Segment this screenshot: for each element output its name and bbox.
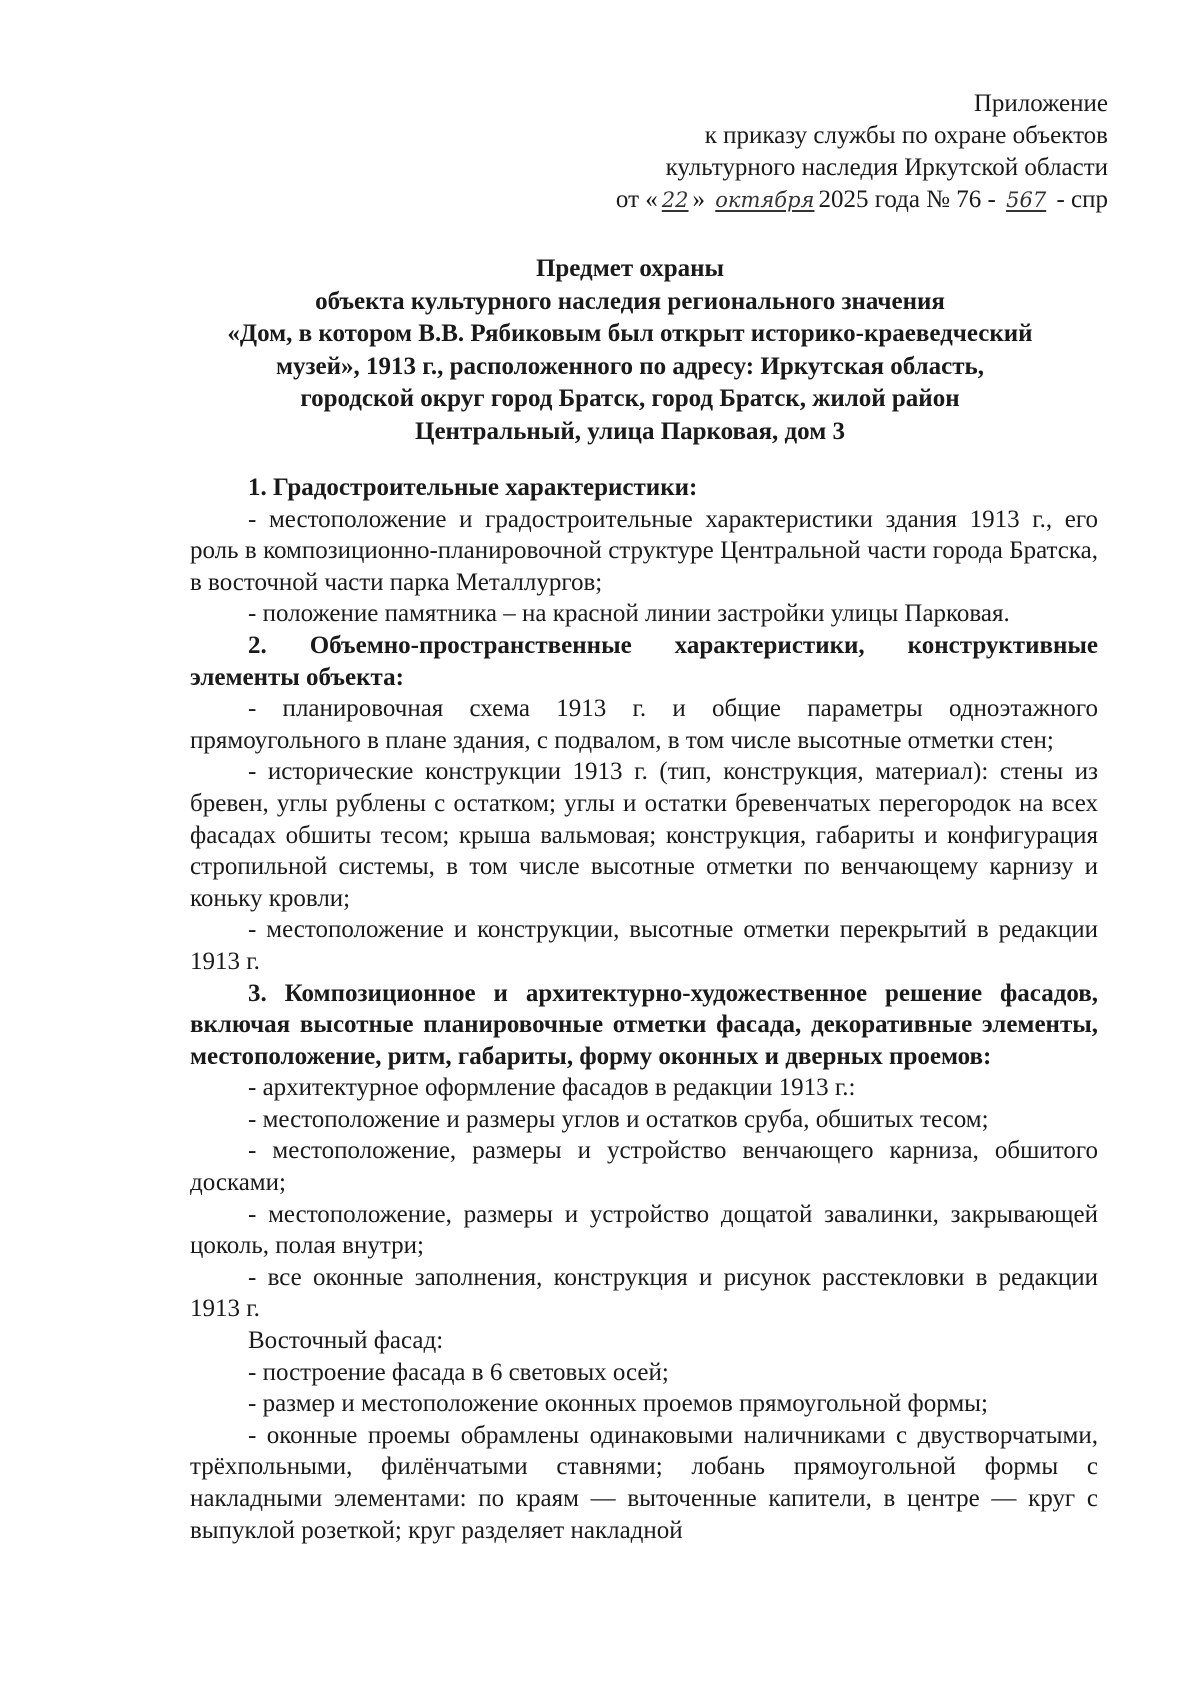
order-suffix: - спр: [1056, 186, 1108, 213]
section-2-paragraph: - местоположение и конструкции, высотные отметки перекрытий в редакции 1913 г.: [190, 916, 1098, 975]
document-title: [150, 253, 1110, 448]
handwritten-month: октября: [715, 188, 815, 212]
appendix-header: [616, 88, 1108, 216]
east-facade-paragraph: - построение фасада в 6 световых осей;: [248, 1358, 669, 1386]
section-2-paragraph: - исторические конструкции 1913 г. (тип, конструкция, материал): стены из бревен, углы рублены с остатком; углы и остатки бревенчатых перегородок на всех фасадах обшиты тесом; крыша вальмовая; конструкция, габариты и конфигурация стропильной системы, в том числе высотные отметки по венчающему карнизу и коньку кровли;: [190, 758, 1098, 912]
section-3-heading: 3. Композиционное и архитектурно-художественное решение фасадов, включая высотные планировочные отметки фасада, декоративные элементы, местоположение, ритм, габариты, форму оконных и дверных проемов:: [190, 979, 1098, 1070]
title-line-5: городской округ город Братск, город Братск, жилой район: [300, 385, 960, 412]
order-reference-line: к приказу службы по охране объектов: [704, 122, 1108, 149]
title-line-6: Центральный, улица Парковая, дом 3: [415, 417, 845, 445]
east-facade-heading: Восточный фасад:: [248, 1327, 444, 1355]
title-line-1: Предмет охраны: [535, 255, 725, 282]
title-line-4: музей», 1913 г., расположенного по адресу: Иркутская область,: [275, 352, 985, 380]
handwritten-day: 22: [661, 188, 689, 212]
east-facade-paragraph: - размер и местоположение оконных проемов прямоугольной формы;: [248, 1390, 988, 1418]
document-body: [190, 472, 1098, 1546]
section-1-paragraph: - местоположение и градостроительные характеристики здания 1913 г., его роль в композиционно-планировочной структуре Центральной части города Братска, в восточной части парка Металлургов;: [190, 505, 1098, 596]
section-2-heading: 2. Объемно-пространственные характеристики, конструктивные элементы объекта:: [190, 631, 1098, 691]
order-prefix: от «: [615, 186, 658, 213]
title-line-3: «Дом, в котором В.В. Рябиковым был открыт историко-краеведческий: [227, 320, 1033, 347]
appendix-label: Приложение: [973, 90, 1108, 117]
section-1-heading: 1. Градостроительные характеристики:: [248, 474, 698, 501]
east-facade-paragraph: - оконные проемы обрамлены одинаковыми наличниками с двустворчатыми, трёхпольными, филёнчатыми ставнями; лобань прямоугольной формы с накладными элементами: по краям — выточенные капители, в центре — круг с выпуклой розеткой; круг разделяет накладной: [190, 1421, 1098, 1544]
section-2-paragraph: - планировочная схема 1913 г. и общие параметры одноэтажного прямоугольного в плане здания, с подвалом, в том числе высотные отметки стен;: [190, 695, 1098, 754]
handwritten-order-number: 567: [1006, 188, 1047, 212]
section-3-paragraph: - местоположение, размеры и устройство венчающего карниза, обшитого досками;: [190, 1137, 1098, 1197]
section-1-paragraph: - положение памятника – на красной линии застройки улицы Парковая.: [248, 600, 1010, 628]
authority-line: культурного наследия Иркутской области: [665, 154, 1108, 181]
order-quote-close: »: [692, 186, 706, 213]
order-date-line: [616, 184, 1108, 216]
section-3-paragraph: - местоположение и размеры углов и остатков сруба, обшитых тесом;: [248, 1105, 989, 1133]
section-3-paragraph: - местоположение, размеры и устройство дощатой завалинки, закрывающей цоколь, полая внутри;: [190, 1200, 1098, 1260]
section-3-paragraph: - все оконные заполнения, конструкция и рисунок расстекловки в редакции 1913 г.: [190, 1263, 1098, 1323]
section-3-paragraph: - архитектурное оформление фасадов в редакции 1913 г.:: [248, 1074, 856, 1102]
order-year-number: 2025 года № 76 -: [818, 186, 996, 213]
title-line-2: объекта культурного наследия регионального значения: [315, 287, 945, 315]
